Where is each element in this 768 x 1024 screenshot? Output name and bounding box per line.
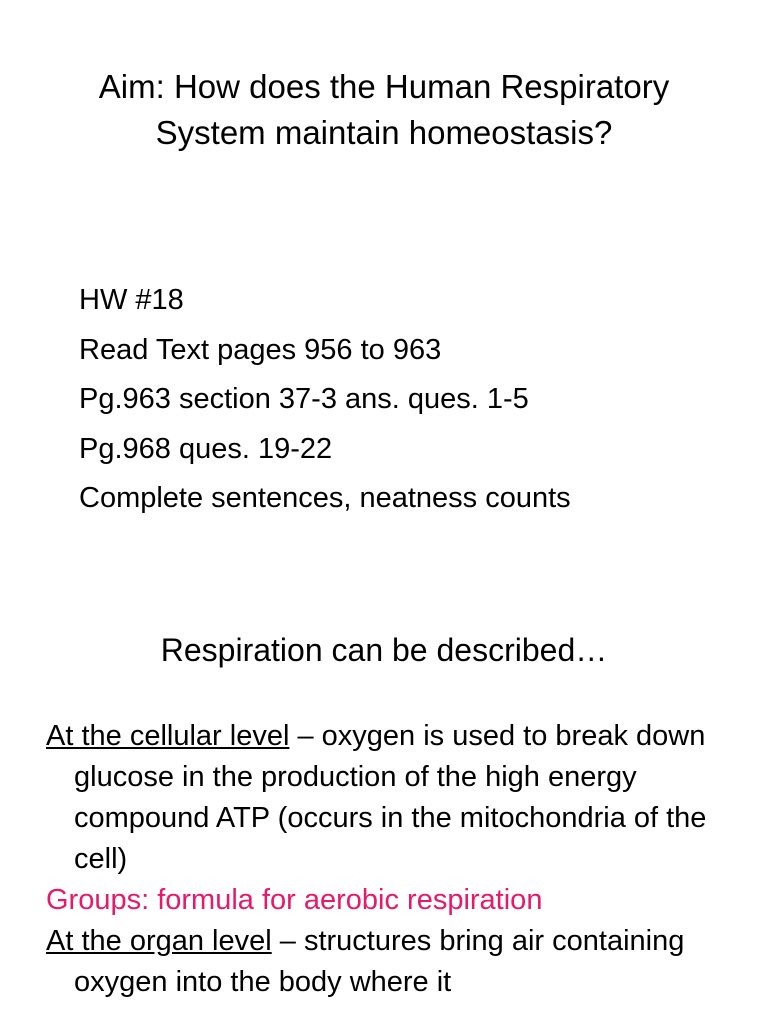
section-heading: Respiration can be described… [160, 632, 608, 668]
slide-title [20, 64, 748, 156]
organ-level-term: At the organ level [46, 925, 272, 957]
cellular-level-term: At the cellular level [46, 720, 290, 752]
groups-note: Groups: formula for aerobic respiration [46, 884, 543, 916]
homework-item: Read Text pages 956 to 963 [79, 333, 442, 366]
respiration-levels [46, 716, 736, 1003]
homework-item: HW #18 [79, 284, 184, 316]
homework-item: Complete sentences, neatness counts [79, 482, 571, 514]
title-line-2: System maintain homeostasis? [155, 114, 613, 151]
homework-item: Pg.963 section 37-3 ans. ques. 1-5 [79, 383, 529, 415]
homework-list [79, 276, 571, 524]
cellular-level-text: – oxygen is used to break down glucose in the production of the high energy compound ATP (occurs in the mitochondria of the cell) [74, 720, 707, 875]
organ-level-text: – structures bring air containing oxygen into the body where it [74, 925, 685, 998]
homework-item: Pg.968 ques. 19-22 [79, 432, 333, 465]
cellular-level-paragraph [46, 716, 736, 880]
title-line-1: Aim: How does the Human Respiratory [98, 68, 670, 105]
organ-level-paragraph [46, 921, 736, 1003]
